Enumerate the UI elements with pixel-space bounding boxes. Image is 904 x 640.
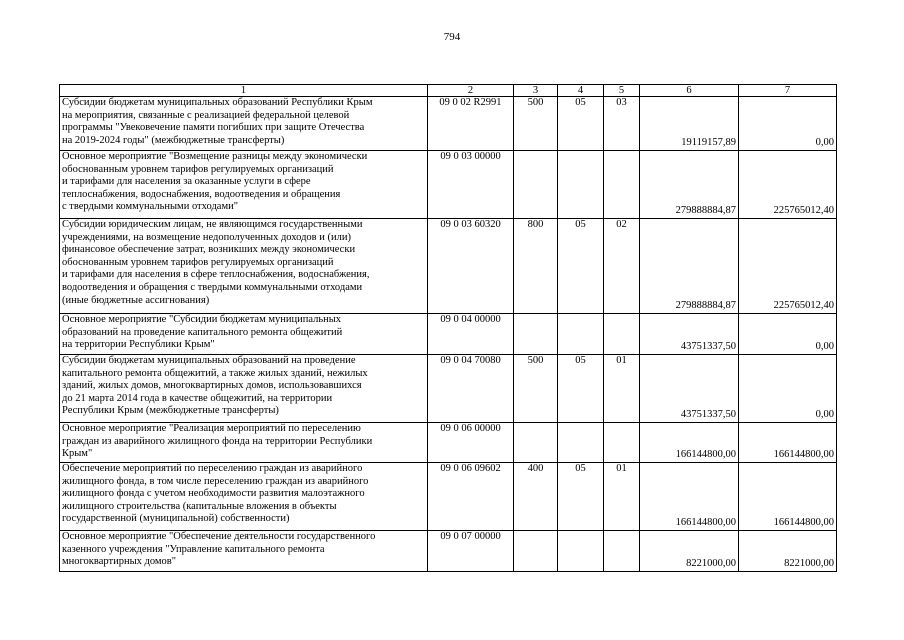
row-c3 [514,423,558,463]
row-c3 [514,531,558,572]
row-c5: 01 [604,355,640,423]
row-c4: 05 [558,219,604,314]
row-c6: 19119157,89 [640,97,739,151]
column-header: 5 [604,85,640,97]
row-c3: 500 [514,97,558,151]
row-code: 09 0 06 09602 [428,463,514,531]
column-header: 2 [428,85,514,97]
row-c7: 225765012,40 [739,151,837,219]
row-c4 [558,151,604,219]
row-c4 [558,423,604,463]
row-c4: 05 [558,97,604,151]
row-c6: 43751337,50 [640,314,739,355]
row-name: Субсидии юридическим лицам, не являющимся государственными учреждениями, на возмещение недополученных доходов и (или) финансовое обеспечение затрат, возникших между экономически обоснованным уровнем тарифов регулируемых организаций и тарифами для населения в сфере теплоснабжения, водоснабжения, водоотведения и обращения с твердыми коммунальными отходами (иные бюджетные ассигнования) [60,219,428,314]
row-c5: 01 [604,463,640,531]
table-row [60,463,837,531]
table-header-row [60,85,837,97]
row-code: 09 0 07 00000 [428,531,514,572]
row-c3: 500 [514,355,558,423]
row-c5 [604,151,640,219]
row-name: Основное мероприятие "Возмещение разницы между экономически обоснованным уровнем тарифов регулируемых организаций и тарифами для населения за оказанные услуги в сфере теплоснабжения, водоснабжения, водоотведения и обращения с твердыми коммунальными отходами" [60,151,428,219]
row-c6: 166144800,00 [640,463,739,531]
row-code: 09 0 06 00000 [428,423,514,463]
row-name: Субсидии бюджетам муниципальных образований на проведение капитального ремонта общежитий, а также жилых зданий, нежилых зданий, жилых домов, многоквартирных домов, использовавшихся до 21 марта 2014 года в качестве общежитий, на территории Республики Крым (межбюджетные трансферты) [60,355,428,423]
row-c7: 166144800,00 [739,423,837,463]
row-name: Основное мероприятие "Субсидии бюджетам муниципальных образований на проведение капитального ремонта общежитий на территории Республики Крым" [60,314,428,355]
column-header: 1 [60,85,428,97]
row-c7: 0,00 [739,314,837,355]
row-c5: 02 [604,219,640,314]
row-c5 [604,314,640,355]
row-code: 09 0 02 R2991 [428,97,514,151]
row-c5 [604,531,640,572]
row-c7: 166144800,00 [739,463,837,531]
row-c3: 400 [514,463,558,531]
row-c6: 166144800,00 [640,423,739,463]
row-c6: 43751337,50 [640,355,739,423]
row-c3: 800 [514,219,558,314]
table-row [60,151,837,219]
table-row [60,314,837,355]
row-name: Основное мероприятие "Обеспечение деятельности государственного казенного учреждения "Управление капитального ремонта многоквартирных домов" [60,531,428,572]
column-header: 4 [558,85,604,97]
row-c5: 03 [604,97,640,151]
row-code: 09 0 03 60320 [428,219,514,314]
column-header: 6 [640,85,739,97]
row-c3 [514,151,558,219]
table-row [60,355,837,423]
row-c7: 0,00 [739,97,837,151]
row-name: Основное мероприятие "Реализация мероприятий по переселению граждан из аварийного жилищного фонда на территории Республики Крым" [60,423,428,463]
row-code: 09 0 04 00000 [428,314,514,355]
page-number: 794 [443,31,461,43]
row-name: Обеспечение мероприятий по переселению граждан из аварийного жилищного фонда, в том числе переселению граждан из аварийного жилищного фонда с учетом необходимости развития малоэтажного жилищного строительства (капитальные вложения в объекты государственной (муниципальной) собственности) [60,463,428,531]
row-code: 09 0 03 00000 [428,151,514,219]
row-c4: 05 [558,463,604,531]
row-c6: 279888884,87 [640,151,739,219]
row-code: 09 0 04 70080 [428,355,514,423]
row-name: Субсидии бюджетам муниципальных образований Республики Крым на мероприятия, связанные с реализацией федеральной целевой программы "Увековечение памяти погибших при защите Отечества на 2019-2024 годы" (межбюджетные трансферты) [60,97,428,151]
table-row [60,219,837,314]
row-c7: 225765012,40 [739,219,837,314]
table-row [60,97,837,151]
budget-table [59,84,837,572]
row-c7: 0,00 [739,355,837,423]
row-c5 [604,423,640,463]
row-c4 [558,314,604,355]
row-c6: 8221000,00 [640,531,739,572]
row-c3 [514,314,558,355]
row-c4 [558,531,604,572]
column-header: 7 [739,85,837,97]
row-c7: 8221000,00 [739,531,837,572]
table-row [60,531,837,572]
row-c6: 279888884,87 [640,219,739,314]
column-header: 3 [514,85,558,97]
row-c4: 05 [558,355,604,423]
table-row [60,423,837,463]
